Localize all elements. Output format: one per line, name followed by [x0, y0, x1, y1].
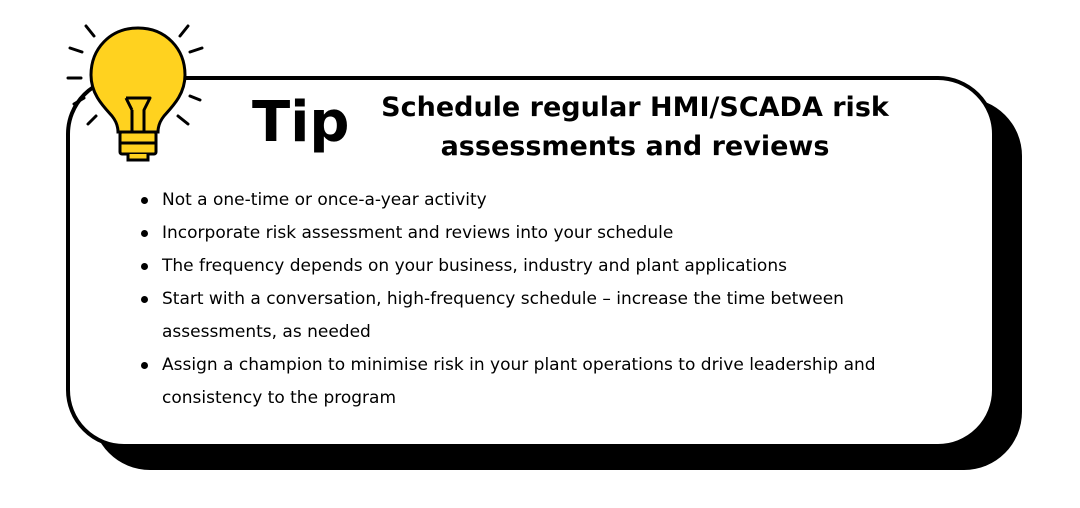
- bullet-text: Assign a champion to minimise risk in your plant operations to drive leadership and consistency to the program: [162, 355, 876, 408]
- tip-bullet-list: [138, 184, 928, 415]
- tip-heading-line-2: assessments and reviews: [440, 131, 830, 162]
- bullet-dot: [141, 230, 148, 237]
- bullet-item: [138, 184, 928, 217]
- bullet-item: [138, 217, 928, 250]
- bullet-dot: [141, 197, 148, 204]
- bullet-text: The frequency depends on your business, industry and plant applications: [162, 256, 787, 276]
- bullet-dot: [141, 362, 148, 369]
- tip-heading-line-1: Schedule regular HMI/SCADA risk: [381, 92, 889, 123]
- tip-label: Tip: [252, 90, 350, 155]
- bullet-text: Not a one-time or once-a-year activity: [162, 190, 487, 210]
- bullet-text: Start with a conversation, high-frequency schedule – increase the time between assessments, as needed: [162, 289, 844, 342]
- bullet-dot: [141, 263, 148, 270]
- bullet-dot: [141, 296, 148, 303]
- bulb-tip: [128, 154, 148, 160]
- lightbulb-icon: [60, 20, 210, 170]
- bullet-item: [138, 283, 928, 349]
- bulb-glass: [91, 28, 185, 132]
- bullet-item: [138, 349, 928, 415]
- tip-heading: [370, 88, 900, 166]
- bullet-item: [138, 250, 928, 283]
- bullet-text: Incorporate risk assessment and reviews into your schedule: [162, 223, 674, 243]
